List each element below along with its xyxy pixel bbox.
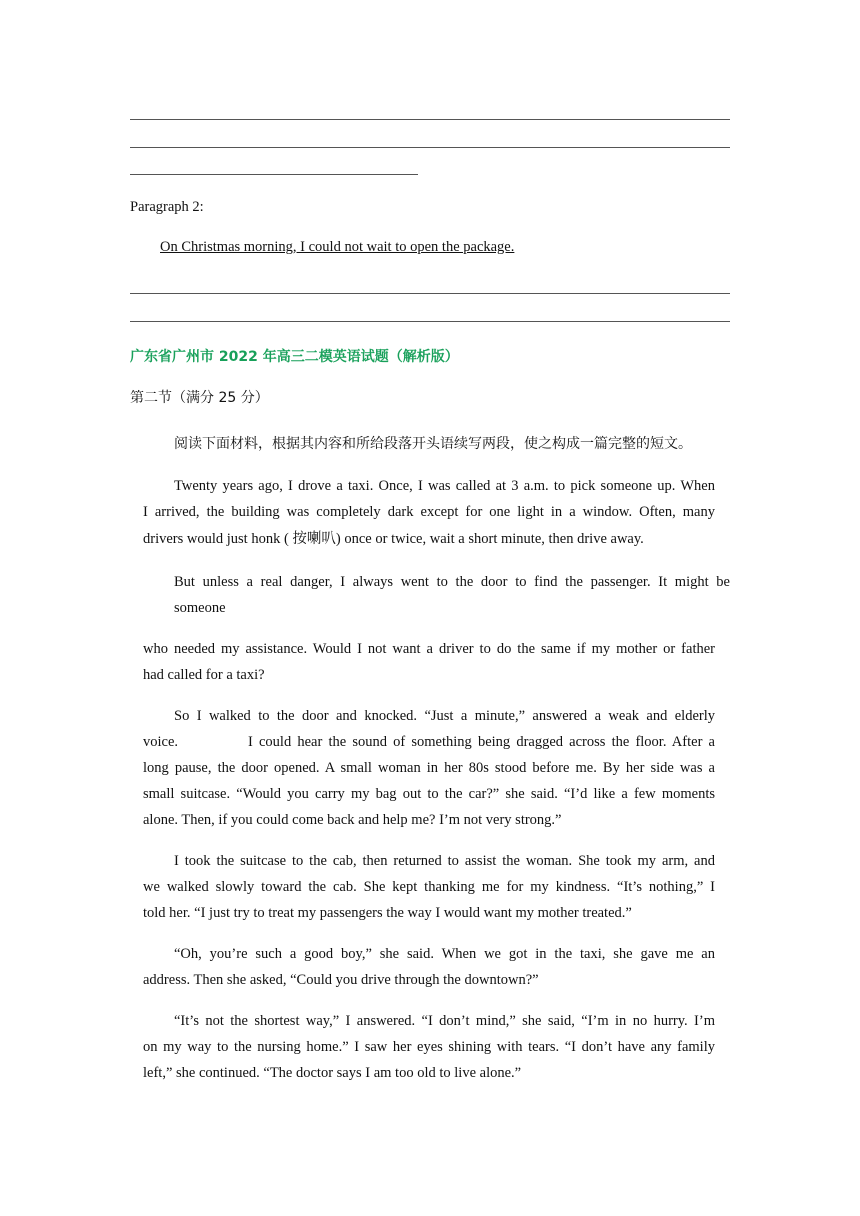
answer-line (130, 119, 730, 120)
story-line: “Oh, you’re such a good boy,” she said. When we got in the taxi, she gave me an (174, 946, 715, 962)
story-line: drivers would just honk ( 按喇叭) once or twice, wait a short minute, then drive away. (143, 531, 644, 547)
story-line: long pause, the door opened. A small woman in her 80s stood before me. By her side was a (143, 760, 715, 776)
story-line: address. Then she asked, “Could you drive through the downtown?” (143, 972, 539, 988)
story-line: I could hear the sound of something being dragged across the floor. After a (248, 734, 715, 750)
story-line: on my way to the nursing home.” I saw her eyes shining with tears. “I don’t have any family (143, 1039, 715, 1055)
story-line: small suitcase. “Would you carry my bag out to the car?” she said. “I’d like a few moments (143, 786, 715, 802)
story-line: But unless a real danger, I always went to the door to find the passenger. It might be (174, 574, 730, 590)
answer-line (130, 293, 730, 294)
story-line: who needed my assistance. Would I not want a driver to do the same if my mother or father (143, 641, 715, 657)
paragraph2-opening: On Christmas morning, I could not wait to open the package. (160, 239, 515, 255)
story-line: I arrived, the building was completely dark except for one light in a window. Often, many (143, 504, 715, 520)
story-line: voice. (143, 734, 179, 750)
story-line: had called for a taxi? (143, 667, 265, 683)
answer-line (130, 321, 730, 322)
story-line: we walked slowly toward the cab. She kept thanking me for my kindness. “It’s nothing,” I (143, 879, 715, 895)
story-line: alone. Then, if you could come back and help me? I’m not very strong.” (143, 812, 562, 828)
answer-line (130, 174, 418, 175)
paragraph2-label: Paragraph 2: (130, 199, 204, 215)
instructions: 阅读下面材料，根据其内容和所给段落开头语续写两段，使之构成一篇完整的短文。 (174, 436, 692, 452)
section-title: 广东省广州市 2022 年高三二模英语试题（解析版） (130, 349, 459, 365)
story-line: told her. “I just try to treat my passengers the way I would want my mother treated.” (143, 905, 632, 921)
story-line: Twenty years ago, I drove a taxi. Once, I was called at 3 a.m. to pick someone up. When (174, 478, 715, 494)
story-line: So I walked to the door and knocked. “Just a minute,” answered a weak and elderly (174, 708, 715, 724)
story-line: someone (174, 600, 226, 616)
section-part: 第二节（满分 25 分） (130, 390, 269, 406)
story-line: “It’s not the shortest way,” I answered. “I don’t mind,” she said, “I’m in no hurry. I’m (174, 1013, 715, 1029)
story-line: left,” she continued. “The doctor says I am too old to live alone.” (143, 1065, 522, 1081)
story-line: I took the suitcase to the cab, then returned to assist the woman. She took my arm, and (174, 853, 715, 869)
answer-line (130, 147, 730, 148)
